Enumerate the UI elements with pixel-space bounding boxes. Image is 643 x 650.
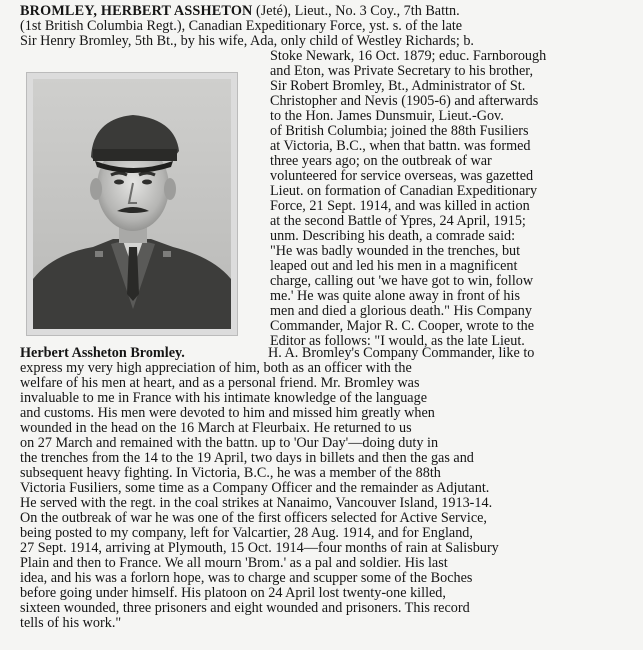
entry-line: express my very high appreciation of him, both as an officer with the (20, 361, 412, 376)
entry-line: on 27 March and remained with the battn. up to 'Our Day'—doing duty in (20, 436, 439, 451)
entry-line: me.' He was quite alone away in front of his (270, 289, 520, 304)
entry-line: leaped out and led his men in a magnificent (270, 259, 518, 274)
entry-line: He served with the regt. in the coal strikes at Nanaimo, Vancouver Island, 1913-14. (20, 496, 493, 511)
entry-line: at Victoria, B.C., when that battn. was formed (270, 139, 531, 154)
entry-line: (1st British Columbia Regt.), Canadian Expeditionary Force, yst. s. of the late (20, 19, 463, 34)
entry-line: of British Columbia; joined the 88th Fusiliers (270, 124, 529, 139)
entry-line: wounded in the head on the 16 March at Fleurbaix. He returned to us (20, 421, 412, 436)
entry-line: H. A. Bromley's Company Commander, like to (268, 346, 535, 361)
entry-line: unm. Describing his death, a comrade said: (270, 229, 516, 244)
entry-line: Victoria Fusiliers, some time as a Company Officer and the remainder as Adjutant. (20, 481, 490, 496)
entry-line: volunteered for service overseas, was gazetted (270, 169, 534, 184)
portrait-photo (33, 79, 231, 329)
entry-line: and Eton, was Private Secretary to his brother, (270, 64, 534, 79)
entry-line: being posted to my company, left for Valcartier, 28 Aug. 1914, and for England, (20, 526, 473, 541)
entry-line: to the Hon. James Dunsmuir, Lieut.-Gov. (270, 109, 504, 124)
entry-line: Lieut. on formation of Canadian Expeditionary (270, 184, 538, 199)
entry-line: subsequent heavy fighting. In Victoria, B.C., he was a member of the 88th (20, 466, 441, 481)
entry-line: before going under himself. His platoon on 24 April lost twenty-one killed, (20, 586, 446, 601)
entry-line: Sir Henry Bromley, 5th Bt., by his wife, Ada, only child of Westley Richards; b. (20, 34, 474, 49)
entry-line: Force, 21 Sept. 1914, and was killed in action (270, 199, 530, 214)
entry-line: tells of his work." (20, 616, 122, 631)
entry-line: the trenches from the 14 to the 19 April, two days in billets and then the gas and (20, 451, 474, 466)
entry-surname: BROMLEY, HERBERT ASSHETON (20, 4, 253, 19)
entry-line: and customs. His men were devoted to him and missed him greatly when (20, 406, 435, 421)
portrait-photo-frame (26, 72, 238, 336)
entry-heading-line (20, 4, 635, 19)
entry-line: sixteen wounded, three prisoners and eight wounded and prisoners. This record (20, 601, 470, 616)
entry-line: On the outbreak of war he was one of the first officers selected for Active Service, (20, 511, 487, 526)
entry-line: charge, calling out 'we have got to win, follow (270, 274, 534, 289)
entry-heading-rest: (Jeté), Lieut., No. 3 Coy., 7th Battn. (252, 4, 460, 19)
entry-line: at the second Battle of Ypres, 24 April, 1915; (270, 214, 526, 229)
entry-line: Plain and then to France. We all mourn 'Brom.' as a pal and soldier. His last (20, 556, 448, 571)
entry-line: idea, and his was a forlorn hope, was to charge and scupper some of the Boches (20, 571, 473, 586)
entry-line: invaluable to me in France with his intimate knowledge of the language (20, 391, 427, 406)
entry-line: welfare of his men at heart, and as a personal friend. Mr. Bromley was (20, 376, 420, 391)
entry-line: 27 Sept. 1914, arriving at Plymouth, 15 Oct. 1914—four months of rain at Salisbury (20, 541, 499, 556)
entry-line: "He was badly wounded in the trenches, but (270, 244, 521, 259)
entry-line: men and died a glorious death." His Company (270, 304, 532, 319)
entry-line: three years ago; on the outbreak of war (270, 154, 492, 169)
entry-line: Stoke Newark, 16 Oct. 1879; educ. Farnborough (270, 49, 547, 64)
entry-line: Editor as follows: "I would, as the late Lieut. (270, 334, 525, 349)
entry-line: Commander, Major R. C. Cooper, wrote to the (270, 319, 535, 334)
entry-line: Christopher and Nevis (1905-6) and afterwards (270, 94, 539, 109)
photo-caption: Herbert Assheton Bromley. (20, 345, 185, 361)
entry-line: Sir Robert Bromley, Bt., Administrator of St. (270, 79, 526, 94)
